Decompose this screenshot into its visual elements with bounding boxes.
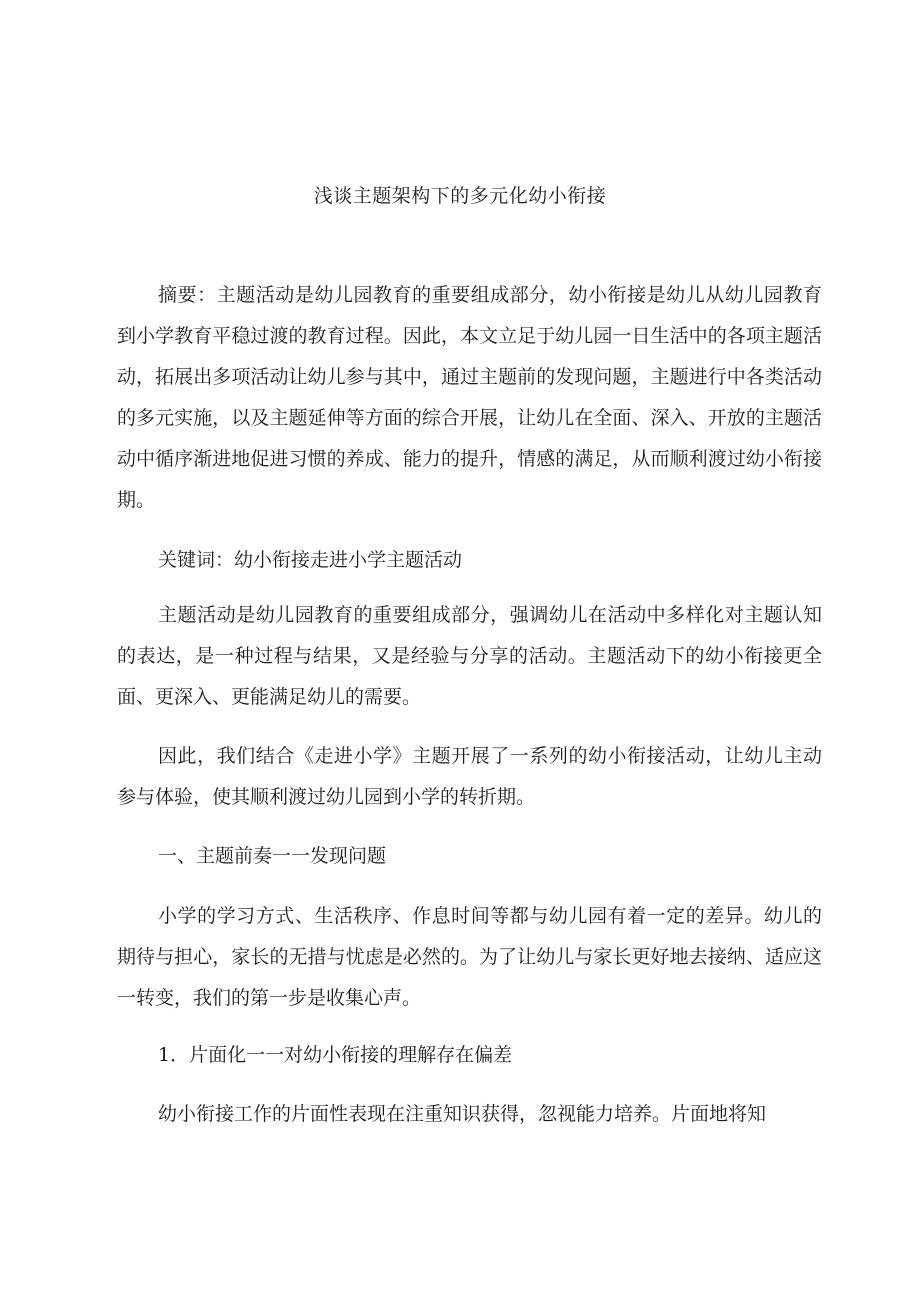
keywords-paragraph: 关键词：幼小衔接走进小学主题活动 [158,549,463,571]
subsection-body-paragraph: 幼小衔接工作的片面性表现在注重知识获得，忽视能力培养。片面地将知 [158,1103,767,1125]
subsection-heading: 1．片面化一一对幼小衔接的理解存在偏差 [158,1044,513,1066]
section-body-paragraph: 小学的学习方式、生活秩序、作息时间等都与幼儿园有着一定的差异。幼儿的期待与担心，家长的无措与忧虑是必然的。为了让幼儿与家长更好地去接纳、适应这一转变，我们的第一步是收集心声。 [117,905,822,1009]
section-heading: 一、主题前奏一一发现问题 [158,845,387,867]
intro-paragraph: 主题活动是幼儿园教育的重要组成部分，强调幼儿在活动中多样化对主题认知的表达，是一种过程与结果，又是经验与分享的活动。主题活动下的幼小衔接更全面、更深入、更能满足幼儿的需要。 [117,604,822,708]
therefore-paragraph: 因此，我们结合《走进小学》主题开展了一系列的幼小衔接活动，让幼儿主动参与体验，使其顺利渡过幼儿园到小学的转折期。 [117,745,822,808]
abstract-paragraph: 摘要：主题活动是幼儿园教育的重要组成部分，幼小衔接是幼儿从幼儿园教育到小学教育平稳过渡的教育过程。因此，本文立足于幼儿园一日生活中的各项主题活动，拓展出多项活动让幼儿参与其中，通过主题前的发现问题，主题进行中各类活动的多元实施，以及主题延伸等方面的综合开展，让幼儿在全面、深入、开放的主题活动中循序渐进地促进习惯的养成、能力的提升，情感的满足，从而顺利渡过幼小衔接期。 [117,284,822,511]
document-title: 浅谈主题架构下的多元化幼小衔接 [313,185,607,207]
